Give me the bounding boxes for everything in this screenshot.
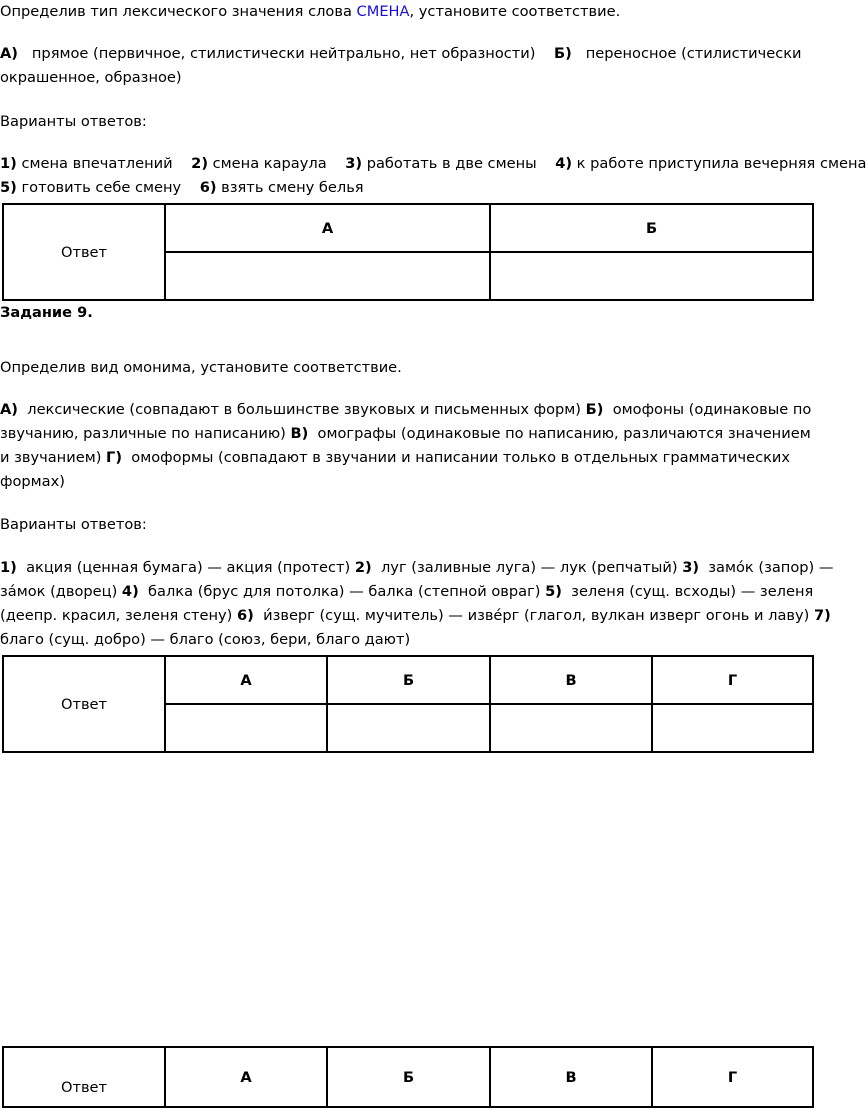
answer-cell-g[interactable]: [652, 704, 813, 752]
col-header-g: Г: [652, 656, 813, 704]
item-text: балка (брус для потолка) — балка (степной овраг): [143, 583, 546, 600]
task9-prompt: Определив вид омонима, установите соответствие.: [0, 359, 402, 376]
answer-label: Ответ: [3, 204, 165, 300]
task8-options: [0, 152, 866, 200]
task9-options: [0, 556, 834, 652]
item-text: зеленя (сущ. всходы) — зеленя: [566, 583, 814, 600]
option-text: к работе приступила вечерняя смена: [576, 155, 866, 172]
category-line: [0, 470, 812, 494]
item-text: звучанию, различные по написанию): [0, 425, 291, 442]
category-line: [0, 446, 812, 470]
col-header-g: Г: [652, 1047, 813, 1107]
answer-cell-a[interactable]: [165, 252, 490, 300]
bottom-answer-table: [2, 1046, 814, 1108]
option-text: смена впечатлений: [21, 155, 173, 172]
item-text: омоформы (совпадают в звучании и написании только в отдельных грамматических: [126, 449, 791, 466]
item-text: и звучанием): [0, 449, 107, 466]
item-text: замóк (запор) —: [703, 559, 834, 576]
item-label: В): [290, 425, 309, 442]
option-line: [0, 628, 812, 652]
task8-block: [0, 0, 812, 24]
item-text: омофоны (одинаковые по: [608, 401, 812, 418]
answer-cell-a[interactable]: [165, 704, 327, 752]
answer-cell-b[interactable]: [327, 704, 490, 752]
item-text: акция (ценная бумага) — акция (протест): [21, 559, 355, 576]
option-text: работать в две смены: [366, 155, 537, 172]
option-text: готовить себе смену: [21, 179, 182, 196]
task8-prompt-word: СМЕНА: [356, 3, 410, 20]
task9-variants-heading: Варианты ответов:: [0, 516, 147, 533]
item-text: и́зверг (сущ. мучитель) — изве́рг (глагол, вулкан изверг огонь и лаву): [258, 607, 814, 624]
item-text: благо (сущ. добро) — благо (союз, бери, благо дают): [0, 631, 411, 648]
col-header-a: А: [165, 656, 327, 704]
col-header-v: В: [490, 656, 652, 704]
task8-categories: [0, 42, 812, 90]
task8-prompt: [0, 0, 812, 24]
item-label: 5): [545, 583, 562, 600]
item-label: 4): [121, 583, 139, 600]
col-header-b: Б: [327, 1047, 490, 1107]
option-number: 6): [199, 179, 217, 196]
category-line: [0, 422, 812, 446]
col-header-v: В: [490, 1047, 652, 1107]
item-text: зáмок (дворец): [0, 583, 122, 600]
answer-cell-b[interactable]: [490, 252, 813, 300]
category-a-label: А): [0, 45, 18, 62]
option-number: 2): [191, 155, 208, 172]
item-label: 3): [682, 559, 700, 576]
option-number: 1): [0, 155, 17, 172]
col-header-b: Б: [490, 204, 813, 252]
answer-cell-v[interactable]: [490, 704, 652, 752]
category-a-text: прямое (первичное, стилистически нейтрально, нет образности): [31, 45, 536, 62]
answer-label: Ответ: [3, 656, 165, 752]
item-label: Г): [106, 449, 123, 466]
col-header-a: А: [165, 204, 490, 252]
item-label: Б): [585, 401, 604, 418]
item-text: луг (заливные луга) — лук (репчатый): [376, 559, 683, 576]
category-b-text-2: окрашенное, образное): [0, 69, 182, 86]
task9-categories: [0, 398, 812, 494]
option-line: [0, 604, 831, 628]
item-text: формах): [0, 473, 65, 490]
category-line: [0, 398, 812, 422]
item-label: 6): [236, 607, 254, 624]
item-label: 1): [0, 559, 17, 576]
option-text: взять смену белья: [221, 179, 364, 196]
option-number: 4): [555, 155, 573, 172]
item-label: 2): [354, 559, 372, 576]
answer-label: Ответ: [3, 1047, 165, 1107]
task8-answer-table: [2, 203, 814, 301]
col-header-b: Б: [327, 656, 490, 704]
item-text: омографы (одинаковые по написанию, различаются значением: [312, 425, 811, 442]
col-header-a: А: [165, 1047, 327, 1107]
option-line: [0, 580, 812, 604]
item-text: лексические (совпадают в большинстве звуковых и письменных форм): [22, 401, 586, 418]
category-b-label: Б): [554, 45, 572, 62]
task8-prompt-before: Определив тип лексического значения слова: [0, 3, 357, 20]
option-number: 3): [345, 155, 363, 172]
task9-title: Задание 9.: [0, 304, 93, 321]
task8-prompt-after: , установите соответствие.: [409, 3, 621, 20]
task8-variants-heading: Варианты ответов:: [0, 113, 147, 130]
option-line: [0, 556, 834, 580]
item-text: (деепр. красил, зеленя стену): [0, 607, 237, 624]
item-label: 7): [814, 607, 831, 624]
task9-answer-table: [2, 655, 814, 753]
option-number: 5): [0, 179, 17, 196]
option-text: смена караула: [212, 155, 327, 172]
item-label: А): [0, 401, 18, 418]
category-b-text-1: переносное (стилистически: [585, 45, 802, 62]
